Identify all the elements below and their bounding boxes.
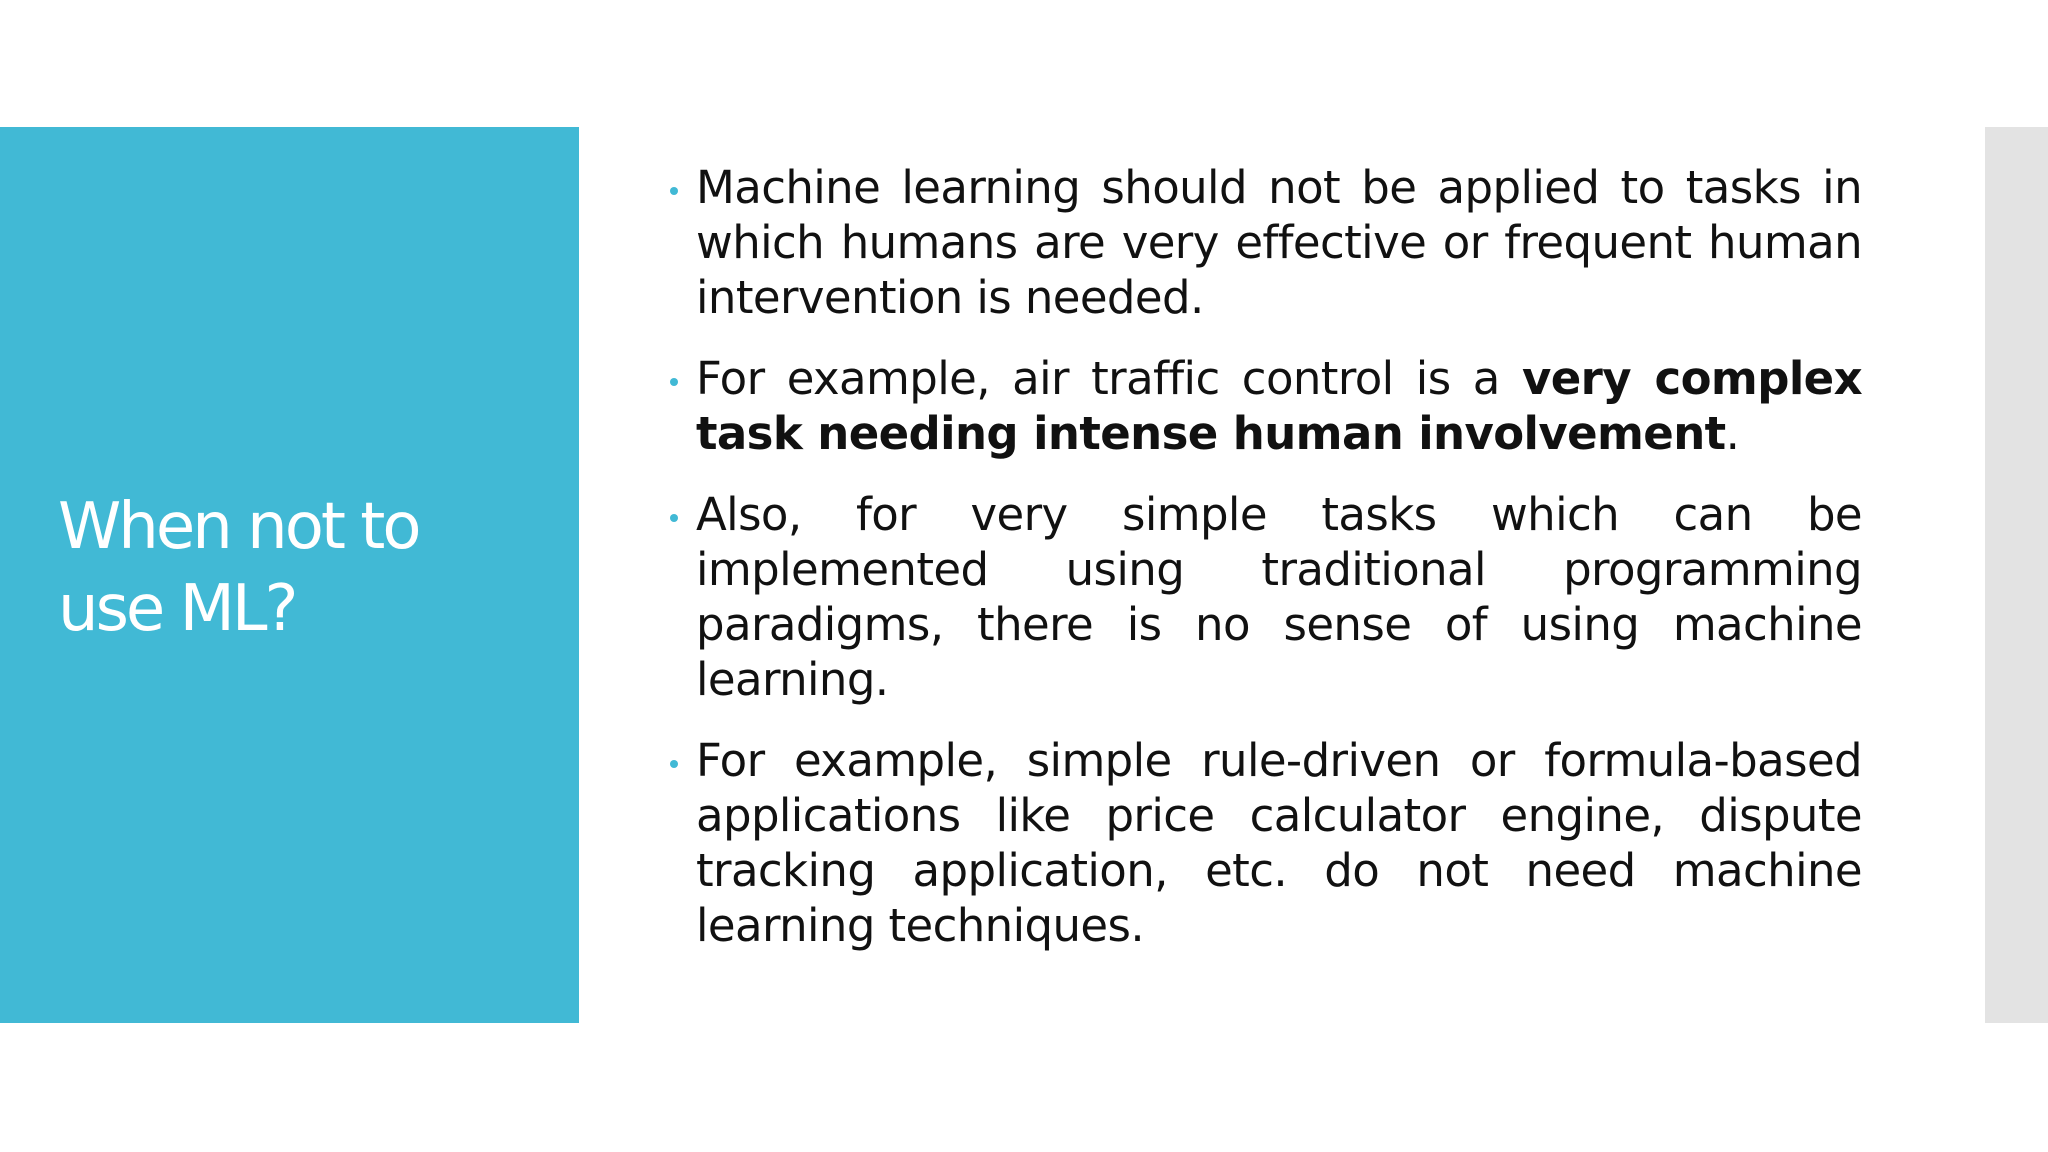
slide-title xyxy=(58,486,558,650)
slide-title-line1: When not to xyxy=(58,490,419,564)
bullet-dot-icon xyxy=(670,514,678,522)
bullet-item xyxy=(666,351,1862,461)
bullet-item xyxy=(666,733,1862,953)
bullet-text: Also, for very simple tasks which can be implemented using traditional programming paradigms, there is no sense of using machine learning. xyxy=(696,488,1862,706)
bullet-dot-icon xyxy=(670,760,678,768)
bullet-dot-icon xyxy=(670,378,678,386)
bullet-item xyxy=(666,160,1862,325)
bullet-dot-icon xyxy=(670,187,678,195)
bullet-text: For example, air traffic control is a xyxy=(696,352,1522,405)
bullet-bold-text: very complex task needing intense human involvement xyxy=(696,352,1862,460)
bullet-text: Machine learning should not be applied to tasks in which humans are very effective or frequent human intervention is needed. xyxy=(696,161,1862,324)
right-side-strip xyxy=(1985,127,2048,1023)
bullet-item xyxy=(666,487,1862,707)
bullet-text-end: . xyxy=(1725,407,1740,460)
bullet-list xyxy=(666,160,1862,979)
bullet-text: For example, simple rule-driven or formula-based applications like price calculator engine, dispute tracking application, etc. do not need machine learning techniques. xyxy=(696,734,1862,952)
slide-title-line2: use ML? xyxy=(58,572,296,646)
